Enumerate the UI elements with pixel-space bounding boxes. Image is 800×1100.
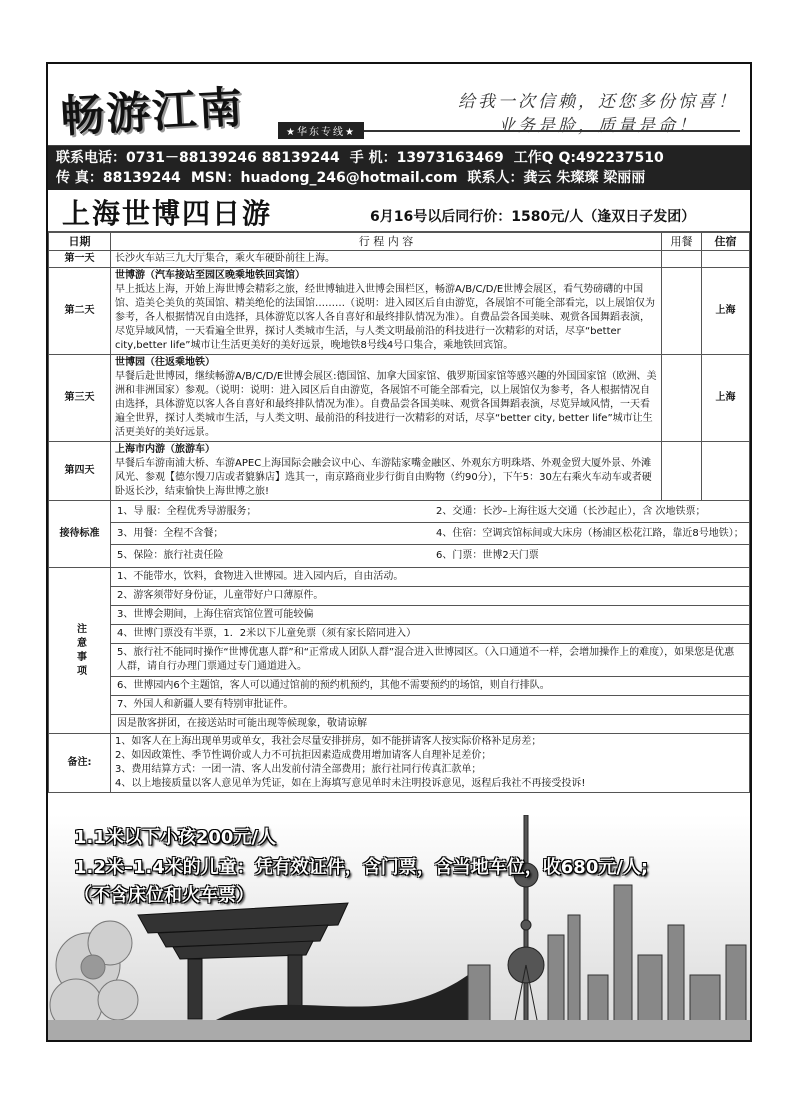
- standards-cell: [111, 501, 750, 568]
- standard-ticket: 6、门票：世博2天门票: [436, 550, 539, 561]
- day-2-date: 第二天: [49, 268, 111, 355]
- contact-row-2: [56, 168, 742, 188]
- note-item-2: 2、游客须带好身份证，儿童带好户口薄原件。: [111, 587, 749, 606]
- remarks-cell: [111, 734, 750, 793]
- day-1-content: 长沙火车站三九大厅集合，乘火车硬卧前往上海。: [111, 251, 662, 268]
- contact-msn: MSN：huadong_246@hotmail.com: [190, 170, 458, 186]
- contact-fax: 传 真：88139244: [56, 170, 181, 186]
- logo-subtitle: ★华东专线★: [278, 122, 364, 139]
- table-row-notes: [49, 568, 750, 734]
- contact-qq: 工作Q Q:492237510: [513, 150, 664, 166]
- standards-row-2: [111, 523, 749, 545]
- day-2-title: 世博游（汽车接站至园区晚乘地铁回宾馆）: [115, 270, 305, 281]
- slogan-line-1: 给我一次信赖，还您多份惊喜！: [458, 92, 738, 112]
- slogan: [458, 90, 738, 138]
- note-item-8: 因是散客拼团，在接送站时可能出现等候现象，敬请谅解: [117, 718, 367, 729]
- table-row-day-4: [49, 442, 750, 501]
- day-1-meal: [662, 251, 702, 268]
- child-price-line-3: （不含床位和火车票）: [74, 885, 254, 906]
- day-4-content: 早餐后车游南浦大桥、车游APEC上海国际会融会议中心、车游陆家嘴金融区、外观东方明珠塔、外观金贸大厦外景、外滩风光、参观【德尔馒刀店或者貔貅店】选其一，南京路商业步行街自由购物（约90分），下午5：30左右乘火车动车或者硬卧返长沙，结束愉快上海世博之旅!: [115, 458, 652, 497]
- child-price-line-1: 1.1米以下小孩200元/人: [74, 827, 277, 848]
- day-1-date: 第一天: [49, 251, 111, 268]
- day-3-title: 世博园（往返乘地铁）: [115, 357, 215, 368]
- day-3-date: 第三天: [49, 355, 111, 442]
- header-content: 行 程 内 容: [111, 233, 662, 251]
- remarks-label: 备注:: [49, 734, 111, 793]
- title-bar: [48, 190, 750, 232]
- day-4-cell: [111, 442, 662, 501]
- day-3-stay: 上海: [702, 355, 750, 442]
- day-2-content: 早上抵达上海，开始上海世博会精彩之旅，经世博轴进入世博会围栏区，畅游A/B/C/D/E世博会展区，看气势磅礴的中国馆、造美仑美负的英国馆、精美绝伦的法国馆………（说明：进入园区后自由游览，各展馆不可能全部看完，以上展馆仅为参考，各人根据情况自由选择，具体游览以客人各自喜好和最终排队情况为准）。自费品尝各国美味、观赏各国舞蹈表演，尽览异域风情，一天看遍全世界，探讨人类城市生活，与人类文明最前沿的科技进行一次精彩的对话，尽享“better city,better life”城市让生活更美好的美好远景，晚地铁8号线4号口集合，乘地铁回宾馆。: [115, 284, 655, 351]
- notes-label: 注意事项: [49, 568, 111, 734]
- contact-bar: [48, 146, 750, 190]
- flyer: [46, 62, 752, 1042]
- note-item-3: 3、世博会期间，上海住宿宾馆位置可能较偏: [111, 606, 749, 625]
- standards-row-3: [111, 545, 749, 567]
- standard-meal: 3、用餐：全程不含餐；: [117, 527, 224, 539]
- header: [48, 64, 750, 146]
- table-header-row: [49, 233, 750, 251]
- header-meal: 用餐: [662, 233, 702, 251]
- day-2-stay: 上海: [702, 268, 750, 355]
- remark-item-1: 1、如客人在上海出现单男或单女，我社会尽量安排拼房，如不能拼请客人按实际价格补足房差；: [115, 736, 542, 747]
- note-item-5: 5、旅行社不能同时操作“世博优惠人群”和“正常成人团队人群”混合进入世博园区。（入口通道不一样，会增加操作上的难度），如果您是优惠人群，请自行办理门票通过专门通道进入。: [111, 644, 749, 677]
- note-item-7: 7、外国人和新疆人要有特别审批证件。: [111, 696, 749, 715]
- remark-item-4: 4、以上地接质量以客人意见单为凭证，如在上海填写意见单时未注明投诉意见，返程后我社不再接受投诉!: [115, 778, 586, 789]
- standards-label: 接待标准: [49, 501, 111, 568]
- itinerary-table: [48, 232, 750, 793]
- header-stay: 住宿: [702, 233, 750, 251]
- table-row-standards: [49, 501, 750, 568]
- standard-hotel: 4、住宿：空调宾馆标间或大床房（杨浦区松花江路，靠近8号地铁）；: [436, 527, 744, 539]
- day-2-meal: [662, 268, 702, 355]
- day-2-cell: [111, 268, 662, 355]
- logo: 畅游江南: [59, 82, 246, 143]
- day-4-meal: [662, 442, 702, 501]
- standard-guide: 1、导 服：全程优秀导游服务；: [117, 505, 257, 517]
- table-row-remarks: [49, 734, 750, 793]
- notes-cell: [111, 568, 750, 734]
- header-date: 日期: [49, 233, 111, 251]
- slogan-line-2: 业务是脸，质量是命！: [498, 116, 698, 136]
- table-row-day-3: [49, 355, 750, 442]
- contact-mobile: 手 机：13973163469: [349, 150, 504, 166]
- contact-row-1: [56, 148, 742, 168]
- note-item-6: 6、世博园内6个主题馆，客人可以通过馆前的预约机预约，其他不需要预约的场馆，则自行排队。: [111, 677, 749, 696]
- remark-item-3: 3、费用结算方式：一团一清、客人出发前付清全部费用；旅行社同行传真汇款单；: [115, 764, 482, 775]
- day-1-stay: [702, 251, 750, 268]
- day-4-title: 上海市内游（旅游车）: [115, 444, 215, 455]
- river-shape: [48, 1020, 750, 1040]
- bottom-visual: [48, 815, 750, 1040]
- day-3-cell: [111, 355, 662, 442]
- day-4-stay: [702, 442, 750, 501]
- table-row-day-2: [49, 268, 750, 355]
- day-3-content: 早餐后赴世博园，继续畅游A/B/C/D/E世博会展区:德国馆、加拿大国家馆、俄罗斯国家馆等感兴趣的外国国家馆（欧洲、美洲和非洲国家）参观。（说明：说明：进入园区后自由游览，各展馆不可能全部看完，以上展馆仅为参考，各人根据情况自由选择，具体游览以客人各自喜好和最终排队情况为准）。自费品尝各国美味、观赏各国舞蹈表演，尽览异域风情，一天看遍全世界，探讨人类城市生活，与人类文明、最前沿的科技进行一次精彩的对话，尽享“better city, better life”城市让生活更美好的美好远景。: [115, 371, 657, 438]
- standard-transport: 2、交通：长沙–上海往返大交通（长沙起止），含 次地铁票；: [436, 505, 706, 517]
- note-item-1: 1、不能带水，饮料，食物进入世博园。进入园内后，自由活动。: [111, 568, 749, 587]
- price-line: 6月16号以后同行价：1580元/人（逢双日子发团）: [370, 209, 696, 225]
- contact-phone: 联系电话：0731－88139246 88139244: [56, 150, 340, 166]
- contact-person: 联系人：龚云 朱璨璨 梁丽丽: [467, 170, 646, 186]
- remark-item-2: 2、如因政策性、季节性调价或人力不可抗拒因素造成费用增加请客人自理补足差价；: [115, 750, 492, 761]
- standards-row-1: [111, 501, 749, 523]
- note-item-4: 4、世博门票没有半票，1．2米以下儿童免票（须有家长陪同进入）: [111, 625, 749, 644]
- child-price-line-2: 1.2米–1.4米的儿童：凭有效证件，含门票，含当地车位，收680元/人;: [74, 857, 649, 878]
- day-4-date: 第四天: [49, 442, 111, 501]
- table-row-day-1: [49, 251, 750, 268]
- standard-insurance: 5、保险：旅行社责任险: [117, 550, 224, 561]
- page-title: 上海世博四日游: [62, 197, 273, 230]
- day-3-meal: [662, 355, 702, 442]
